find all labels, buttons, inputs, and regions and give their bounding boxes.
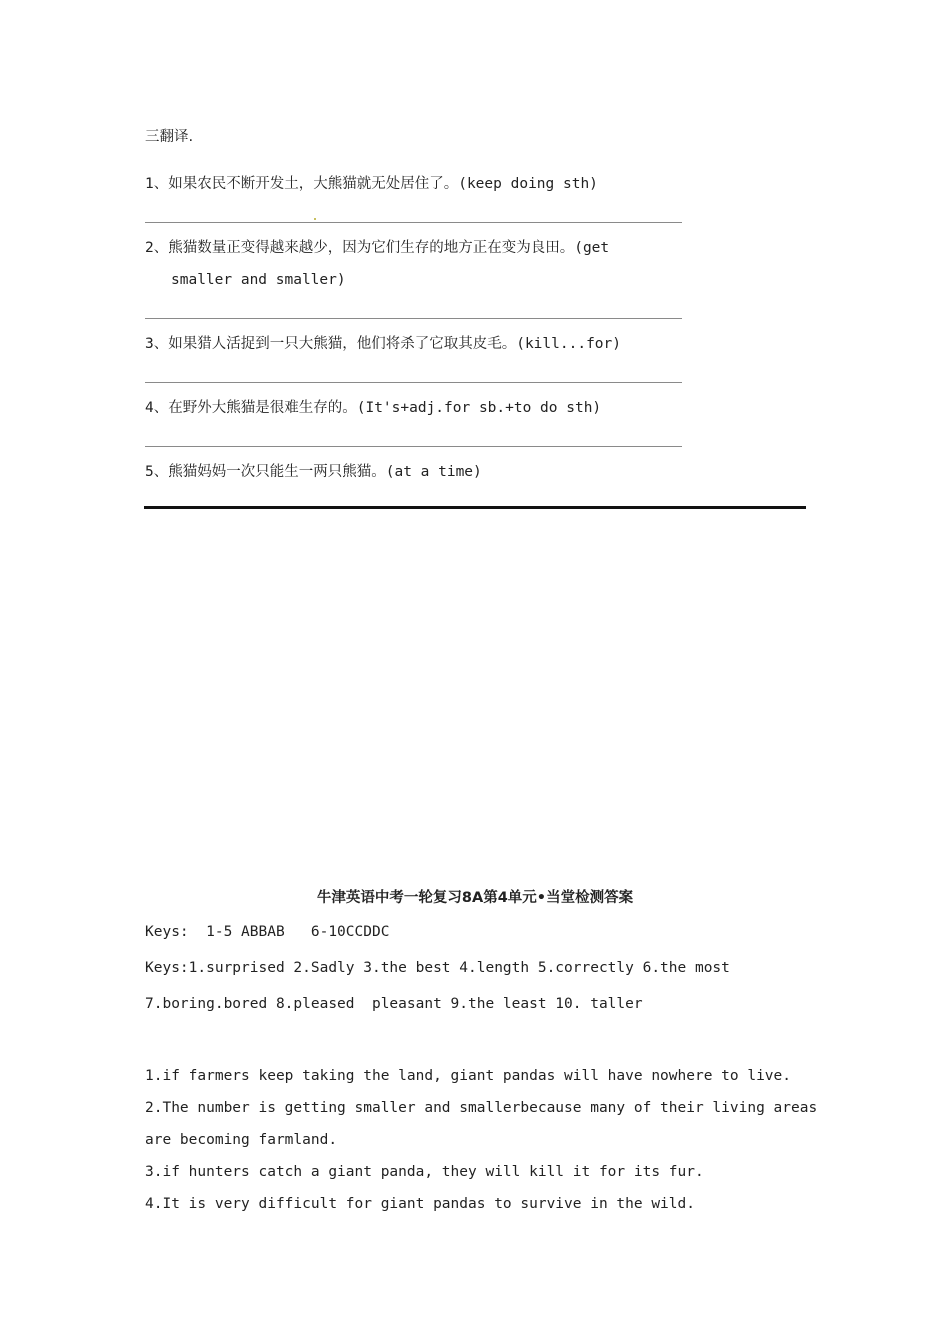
section-divider (144, 506, 806, 509)
answer-sentence-1: 1.if farmers keep taking the land, giant pandas will have nowhere to live. (145, 1068, 792, 1084)
translation-item-5: 5、熊猫妈妈一次只能生一两只熊猫。(at a time) (145, 464, 482, 480)
answer-sentence-3: 3.if hunters catch a giant panda, they will kill it for its fur. (145, 1164, 704, 1180)
answer-sentence-2-cont: are becoming farmland. (145, 1132, 338, 1148)
answer-blank-3[interactable] (145, 382, 682, 383)
translation-item-2: 2、熊猫数量正变得越来越少，因为它们生存的地方正在变为良田。(get (145, 240, 610, 256)
keys-line-1: Keys: 1-5 ABBAB 6-10CCDDC (145, 924, 390, 940)
answer-blank-1[interactable] (145, 222, 682, 223)
answer-sentence-4: 4.It is very difficult for giant pandas to survive in the wild. (145, 1196, 695, 1212)
translation-item-2-cont: smaller and smaller) (171, 272, 346, 288)
answer-sentence-2: 2.The number is getting smaller and smallerbecause many of their living areas (145, 1100, 818, 1116)
keys-line-3: 7.boring.bored 8.pleased pleasant 9.the least 10. taller (145, 996, 643, 1012)
translation-item-3: 3、如果猎人活捉到一只大熊猫，他们将杀了它取其皮毛。(kill...for) (145, 336, 621, 352)
translation-item-1: 1、如果农民不断开发土，大熊猫就无处居住了。(keep doing sth) (145, 176, 598, 192)
section-heading: 三翻译. (145, 129, 194, 145)
keys-line-2: Keys:1.surprised 2.Sadly 3.the best 4.length 5.correctly 6.the most (145, 960, 730, 976)
translation-item-4: 4、在野外大熊猫是很难生存的。(It's+adj.for sb.+to do sth) (145, 400, 602, 416)
answer-blank-2[interactable] (145, 318, 682, 319)
answer-blank-4[interactable] (145, 446, 682, 447)
answers-title: 牛津英语中考一轮复习8A第4单元•当堂检测答案 (316, 890, 634, 906)
stray-mark (314, 218, 316, 220)
